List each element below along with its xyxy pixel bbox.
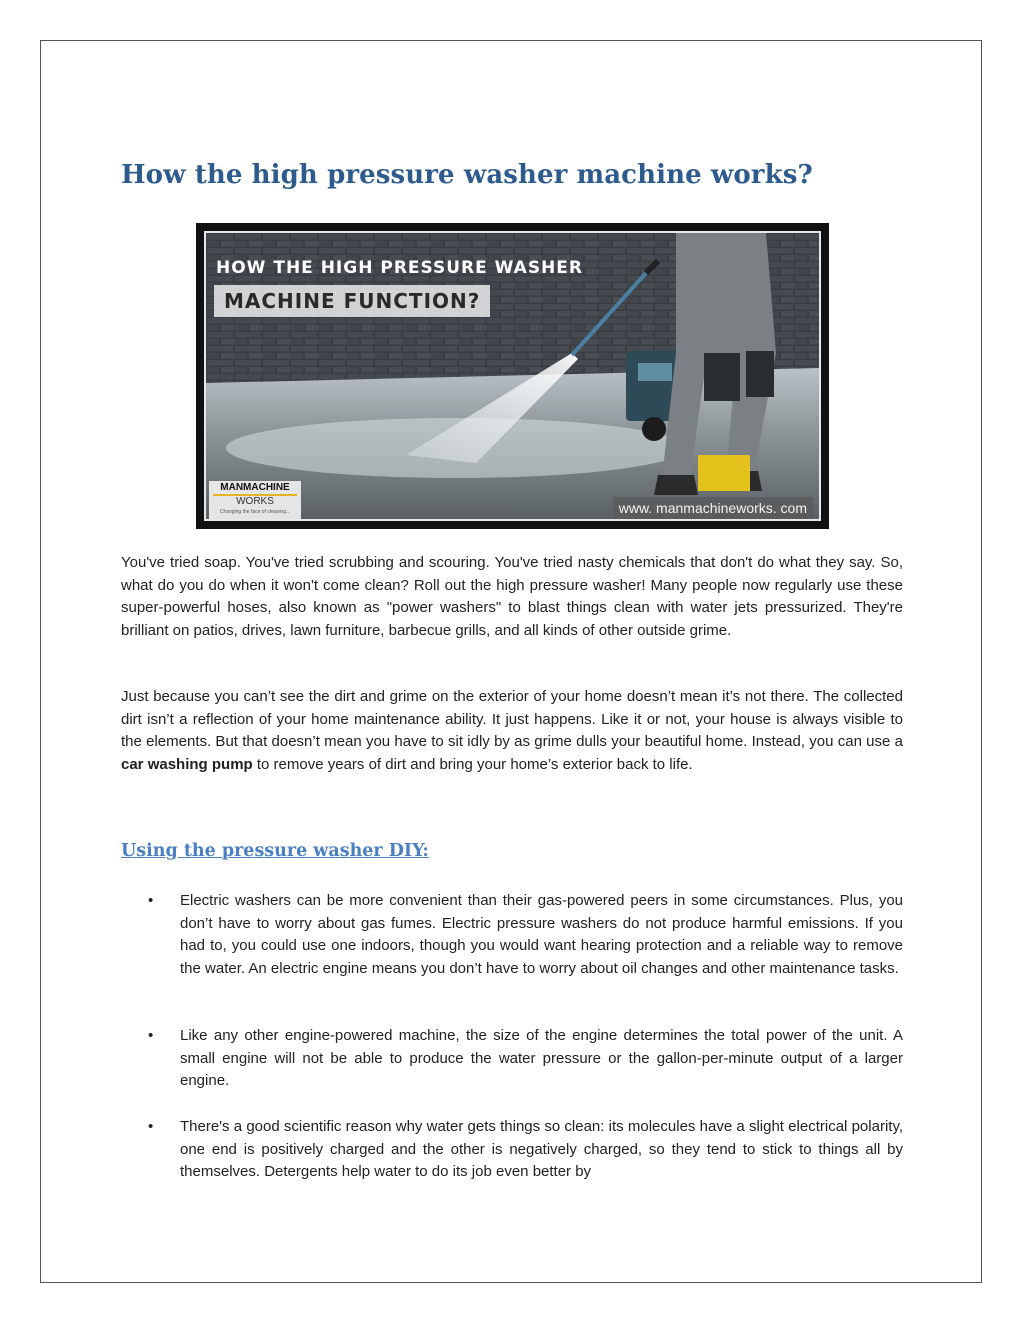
hero-image-content xyxy=(204,231,821,521)
hero-image xyxy=(196,223,829,529)
page-title: How the high pressure washer machine works? xyxy=(121,160,813,190)
list-item-text: Electric washers can be more convenient than their gas-powered peers in some circumstances. Plus, you don’t have to worry about gas fumes. Electric pressure washers do not produce harmful emissions. If you had to, you could use one indoors, though you would want hearing protection and a reliable way to remove the water. An electric engine means you don’t have to worry about oil changes and other maintenance tasks. xyxy=(180,892,903,977)
car-washing-pump-link[interactable]: car washing pump xyxy=(121,755,253,773)
logo-line-2: WORKS xyxy=(236,496,274,507)
second-paragraph-tail: to remove years of dirt and bring your home’s exterior back to life. xyxy=(252,755,693,773)
intro-paragraph: You've tried soap. You've tried scrubbing and scouring. You've tried nasty chemicals that don't do what they say. So, what do you do when it won't come clean? Roll out the high pressure washer! Many people now regularly use these super-powerful hoses, also known as "power washers" to blast things clean with water jets pressurized. They're brilliant on patios, drives, lawn furniture, barbecue grills, and all kinds of other outside grime. xyxy=(121,554,903,639)
second-paragraph-text: Just because you can’t see the dirt and grime on the exterior of your home doesn’t mean it’s not there. The collected dirt isn’t a reflection of your home maintenance ability. It just happens. Like it or not, your house is always visible to the elements. But that doesn’t mean you have to sit idly by as grime dulls your beautiful home. Instead, you can use a xyxy=(121,688,903,751)
bullet-icon: • xyxy=(148,892,154,909)
brand-logo xyxy=(209,481,301,521)
bullet-icon: • xyxy=(148,1027,154,1044)
logo-tagline: Changing the face of cleaning... xyxy=(219,509,291,515)
website-url: www. manmachineworks. com xyxy=(613,497,813,519)
section-heading: Using the pressure washer DIY: xyxy=(121,841,429,861)
list-item-text: There's a good scientific reason why water gets things so clean: its molecules have a slight electrical polarity, one end is positively charged and the other is negatively charged, so they tend to stick to things all by themselves. Detergents help water to do its job even better by xyxy=(180,1118,903,1181)
banner-line-1: HOW THE HIGH PRESSURE WASHER xyxy=(216,258,583,278)
banner-line-2: MACHINE FUNCTION? xyxy=(214,285,490,317)
bullet-icon: • xyxy=(148,1118,154,1135)
logo-line-1: MANMACHINE xyxy=(220,482,290,493)
second-paragraph xyxy=(121,686,903,776)
list-item-text: Like any other engine-powered machine, the size of the engine determines the total power of the unit. A small engine will not be able to produce the water pressure or the gallon-per-minute output of a larger engine. xyxy=(180,1027,903,1090)
